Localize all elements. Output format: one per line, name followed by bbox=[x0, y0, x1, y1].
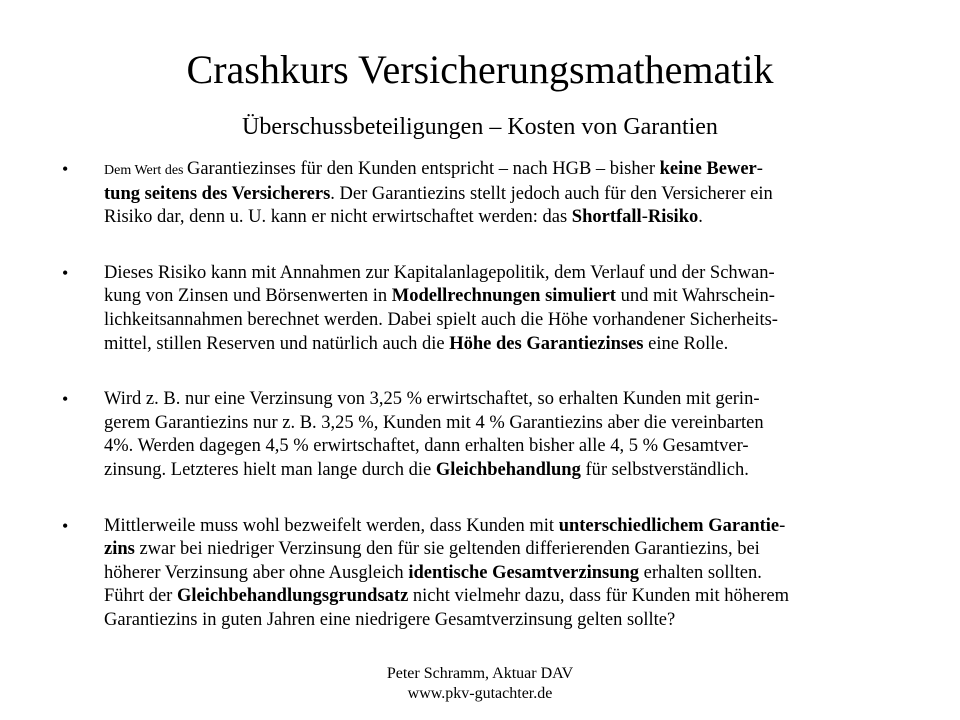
bullet-dot-icon: • bbox=[62, 515, 69, 536]
bullet-list bbox=[62, 158, 898, 633]
slide-title: Crashkurs Versicherungsmathematik bbox=[186, 47, 774, 92]
emphasis: Risiko bbox=[647, 207, 699, 228]
bullet-dot-icon: • bbox=[62, 159, 69, 179]
emphasis: zins bbox=[104, 539, 135, 560]
footer-author: Peter Schramm, Aktuar DAV bbox=[386, 665, 574, 682]
bullet-line: lichkeitsannahmen berechnet werden. Dabei spielt auch die Höhe vorhandener Sicherheits- bbox=[104, 309, 778, 330]
emphasis: Modellrechnungen simuliert bbox=[391, 286, 616, 307]
bullet-line: gerem Garantiezins nur z. B. 3,25 %, Kunden mit 4 % Garantiezins aber die vereinbarten bbox=[104, 412, 764, 433]
bullet-line: Garantiezins in guten Jahren eine niedrigere Gesamtverzinsung gelten sollte? bbox=[104, 609, 676, 630]
slide-footer bbox=[0, 664, 960, 704]
bullet-line: höherer Verzinsung aber ohne Ausgleich identische Gesamtverzinsung erhalten sollten. bbox=[104, 562, 762, 583]
bullet-line: zins zwar bei niedriger Verzinsung den für sie geltenden differierenden Garantiezins, bei bbox=[104, 539, 760, 560]
emphasis: tung seitens des Versicherers bbox=[104, 183, 331, 204]
emphasis: Gleichbehandlungsgrundsatz bbox=[176, 586, 409, 607]
bullet-line: Wird z. B. nur eine Verzinsung von 3,25 % erwirtschaftet, so erhalten Kunden mit gerin- bbox=[104, 389, 760, 410]
emphasis: unterschiedlichem Garantie bbox=[558, 515, 780, 536]
bullet-line: Dem Wert des Garantiezinses für den Kunden entspricht – nach HGB – bisher keine Bewer- bbox=[104, 159, 763, 179]
bullet-line: zinsung. Letzteres hielt man lange durch die Gleichbehandlung für selbstverständlich. bbox=[104, 459, 749, 480]
bullet-line: mittel, stillen Reserven und natürlich auch die Höhe des Garantiezinses eine Rolle. bbox=[104, 333, 729, 354]
slide-subtitle: Überschussbeteiligungen – Kosten von Garantien bbox=[242, 114, 718, 140]
bullet-dot-icon: • bbox=[62, 262, 69, 283]
bullet-line: Risiko dar, denn u. U. kann er nicht erwirtschaftet werden: das Shortfall-Risiko. bbox=[104, 207, 703, 228]
footer-website: www.pkv-gutachter.de bbox=[407, 685, 553, 702]
bullet-item bbox=[62, 388, 898, 482]
bullet-dot-icon: • bbox=[62, 389, 69, 410]
emphasis: Höhe des Garantiezinses bbox=[449, 333, 644, 354]
emphasis: Shortfall bbox=[571, 207, 642, 228]
emphasis: keine Bewer bbox=[659, 159, 757, 179]
bullet-item bbox=[62, 515, 898, 633]
bullet-item bbox=[62, 262, 898, 356]
bullet-line: Mittlerweile muss wohl bezweifelt werden, dass Kunden mit unterschiedlichem Garantie- bbox=[104, 515, 786, 536]
bullet-item bbox=[62, 158, 898, 230]
bullet-line: tung seitens des Versicherers. Der Garantiezins stellt jedoch auch für den Versicherer ein bbox=[104, 183, 773, 204]
bullet-line: kung von Zinsen und Börsenwerten in Modellrechnungen simuliert und mit Wahrschein- bbox=[104, 286, 775, 307]
emphasis: Gleichbehandlung bbox=[435, 459, 581, 480]
bullet-line: 4%. Werden dagegen 4,5 % erwirtschaftet, dann erhalten bisher alle 4, 5 % Gesamtver- bbox=[104, 436, 749, 457]
emphasis: identische Gesamtverzinsung bbox=[408, 562, 640, 583]
bullet-line: Dieses Risiko kann mit Annahmen zur Kapitalanlagepolitik, dem Verlauf und der Schwan- bbox=[104, 262, 775, 283]
bullet-line: Führt der Gleichbehandlungsgrundsatz nicht vielmehr dazu, dass für Kunden mit höherem bbox=[104, 586, 789, 607]
